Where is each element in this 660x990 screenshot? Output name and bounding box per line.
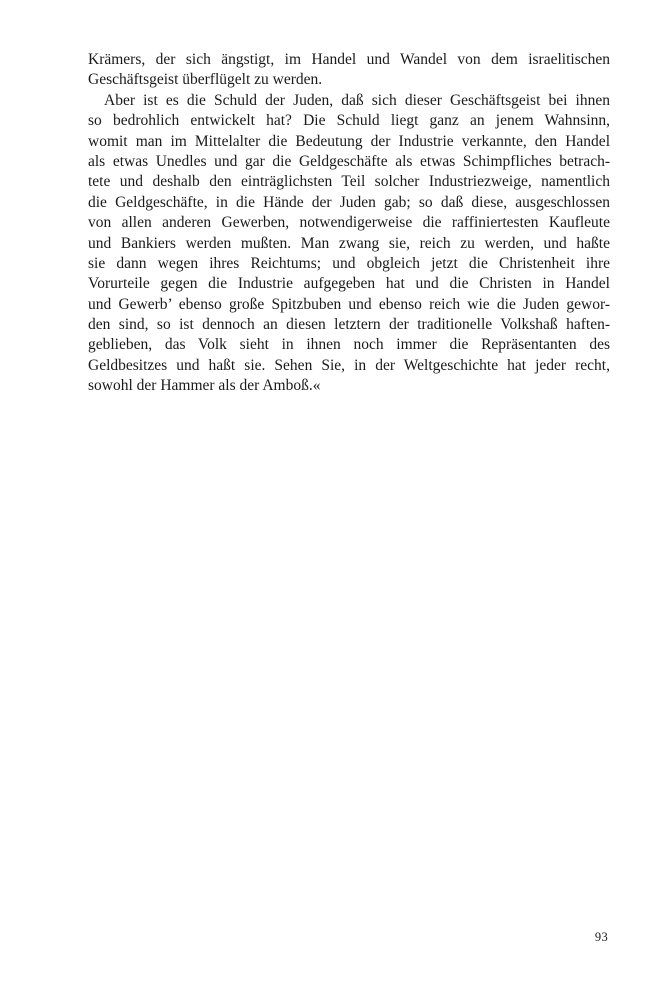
text-line: so bedrohlich entwickelt hat? Die Schuld liegt ganz an jenem Wahnsinn, xyxy=(88,112,610,130)
paragraph-main xyxy=(88,91,610,397)
text-line: sie dann wegen ihres Reichtums; und obgleich jetzt die Christenheit ihre xyxy=(88,254,610,272)
text-line: Vorurteile gegen die Industrie aufgegeben hat und die Christen in Handel xyxy=(88,275,610,293)
text-line: von allen anderen Gewerben, notwendigerweise die raffiniertesten Kaufleute xyxy=(88,214,610,232)
text-line: sowohl der Hammer als der Amboß.« xyxy=(88,377,321,395)
text-line: und Bankiers werden mußten. Man zwang sie, reich zu werden, und haßte xyxy=(88,234,610,252)
text-line: geblieben, das Volk sieht in ihnen noch immer die Repräsentanten des xyxy=(88,336,610,354)
text-line: die Geldgeschäfte, in die Hände der Juden gab; so daß diese, ausgeschlossen xyxy=(88,193,610,211)
body-text xyxy=(88,50,610,397)
text-line: womit man im Mittelalter die Bedeutung der Industrie verkannte, den Handel xyxy=(88,132,610,150)
text-line: als etwas Unedles und gar die Geldgeschäfte als etwas Schimpfliches betrach- xyxy=(88,152,610,170)
text-line: Geldbesitzes und haßt sie. Sehen Sie, in der Weltgeschichte hat jeder recht, xyxy=(88,356,610,374)
text-line: tete und deshalb den einträglichsten Teil solcher Industriezweige, namentlich xyxy=(88,173,610,191)
text-line: den sind, so ist dennoch an diesen letztern der traditionelle Volkshaß haften- xyxy=(88,316,610,334)
text-line: und Gewerb’ ebenso große Spitzbuben und ebenso reich wie die Juden gewor- xyxy=(88,295,610,313)
text-line: Krämers, der sich ängstigt, im Handel und Wandel von dem israelitischen xyxy=(88,51,610,68)
page-number: 93 xyxy=(594,930,608,944)
text-line: Aber ist es die Schuld der Juden, daß sich dieser Geschäftsgeist bei ihnen xyxy=(104,91,610,109)
paragraph-continued xyxy=(88,50,610,91)
text-line: Geschäftsgeist überflügelt zu werden. xyxy=(88,71,323,89)
